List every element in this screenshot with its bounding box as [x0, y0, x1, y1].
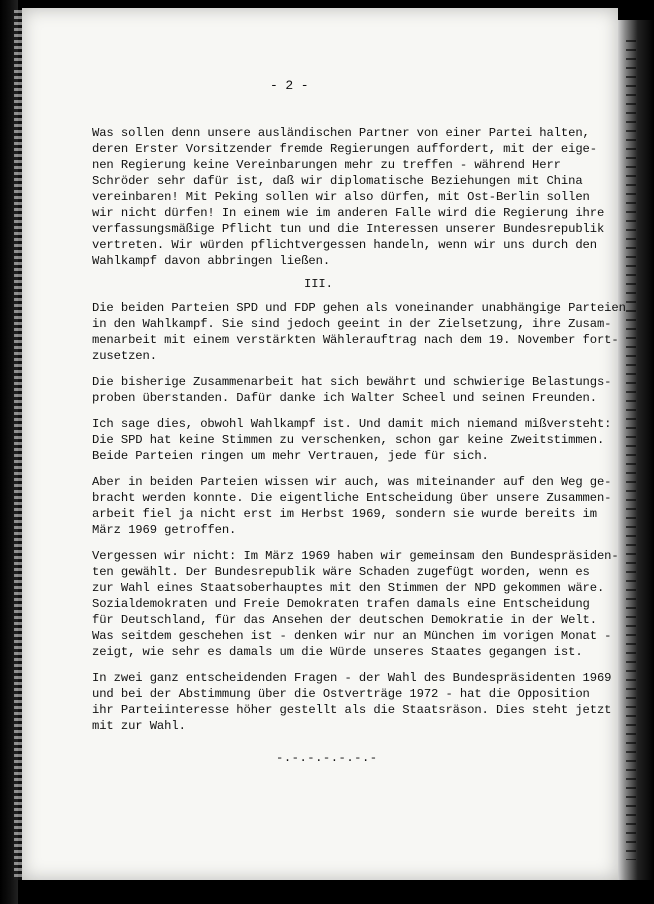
closing-mark: -.-.-.-.-.-.-	[276, 751, 378, 765]
paragraph-line: wir nicht dürfen! In einem wie im anderen Falle wird die Regierung ihre	[92, 206, 605, 220]
paragraph-line: ten gewählt. Der Bundesrepublik wäre Schaden zugefügt worden, wenn es	[92, 565, 590, 579]
paragraph-line: vertreten. Wir würden pflichtvergessen handeln, wenn wir uns durch den	[92, 238, 597, 252]
paragraph-line: Aber in beiden Parteien wissen wir auch, was miteinander auf den Weg ge-	[92, 475, 612, 489]
paragraph-line: für Deutschland, für das Ansehen der deutschen Demokratie in der Welt.	[92, 613, 597, 627]
paragraph-line: Sozialdemokraten und Freie Demokraten trafen damals eine Entscheidung	[92, 597, 590, 611]
paragraph-line: und bei der Abstimmung über die Ostverträge 1972 - hat die Opposition	[92, 687, 590, 701]
paragraph-line: Ich sage dies, obwohl Wahlkampf ist. Und damit mich niemand mißversteht:	[92, 417, 612, 431]
paragraph-line: in den Wahlkampf. Sie sind jedoch geeint in der Zielsetzung, ihre Zusam-	[92, 317, 612, 331]
paragraph-line: Was sollen denn unsere ausländischen Partner von einer Partei halten,	[92, 126, 590, 140]
paragraph-line: zusetzen.	[92, 349, 157, 363]
paragraph-line: bracht werden konnte. Die eigentliche Entscheidung über unsere Zusammen-	[92, 491, 612, 505]
paragraph-line: Was seitdem geschehen ist - denken wir nur an München im vorigen Monat -	[92, 629, 612, 643]
paragraph-line: März 1969 getroffen.	[92, 523, 237, 537]
paragraph-line: Schröder sehr dafür ist, daß wir diplomatische Beziehungen mit China	[92, 174, 583, 188]
paragraph-line: ihr Parteiinteresse höher gestellt als die Staatsräson. Dies steht jetzt	[92, 703, 612, 717]
paragraph-line: menarbeit mit einem verstärkten Wählerauftrag nach dem 19. November fort-	[92, 333, 619, 347]
paragraph-line: Die SPD hat keine Stimmen zu verschenken, schon gar keine Zweitstimmen.	[92, 433, 605, 447]
paragraph-line: arbeit fiel ja nicht erst im Herbst 1969, sondern sie wurde bereits im	[92, 507, 597, 521]
paragraph-line: zur Wahl eines Staatsoberhauptes mit den Stimmen der NPD gekommen wäre.	[92, 581, 605, 595]
paragraph-line: Vergessen wir nicht: Im März 1969 haben wir gemeinsam den Bundespräsiden-	[92, 549, 619, 563]
paragraph-line: In zwei ganz entscheidenden Fragen - der Wahl des Bundespräsidenten 1969	[92, 671, 612, 685]
paragraph-line: zeigt, wie sehr es damals um die Würde unseres Staates gegangen ist.	[92, 645, 583, 659]
paragraph-line: vereinbaren! Mit Peking sollen wir also dürfen, mit Ost-Berlin sollen	[92, 190, 590, 204]
paragraph-line: Die beiden Parteien SPD und FDP gehen als voneinander unabhängige Parteien	[92, 301, 626, 315]
paragraph-line: mit zur Wahl.	[92, 719, 186, 733]
paragraph-line: Die bisherige Zusammenarbeit hat sich bewährt und schwierige Belastungs-	[92, 375, 612, 389]
section-heading: III.	[304, 277, 333, 291]
paragraph-line: Wahlkampf davon abbringen ließen.	[92, 254, 331, 268]
paragraph-line: verfassungsmäßige Pflicht tun und die Interessen unserer Bundesrepublik	[92, 222, 605, 236]
paragraph-line: nen Regierung keine Vereinbarungen mehr zu treffen - während Herr	[92, 158, 561, 172]
paragraph-line: Beide Parteien ringen um mehr Vertrauen, jede für sich.	[92, 449, 489, 463]
page-number: - 2 -	[270, 78, 309, 93]
paragraph-line: proben überstanden. Dafür danke ich Walter Scheel und seinen Freunden.	[92, 391, 597, 405]
paragraph-line: deren Erster Vorsitzender fremde Regierungen auffordert, mit der eige-	[92, 142, 597, 156]
